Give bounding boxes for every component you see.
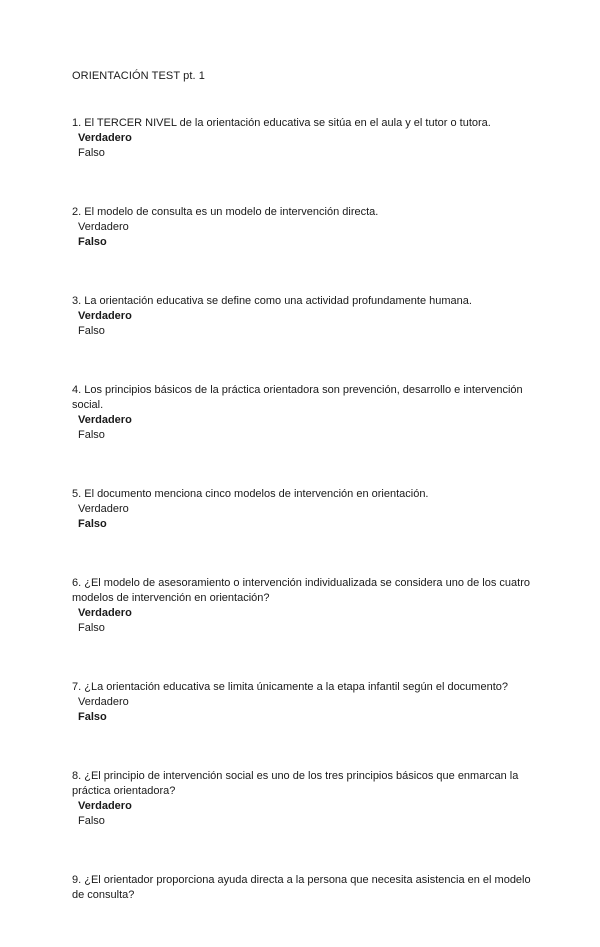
answer-options	[72, 606, 532, 636]
answer-option-verdadero: Verdadero	[78, 414, 132, 426]
question-item	[72, 383, 532, 443]
answer-options	[72, 309, 532, 339]
answer-option-verdadero: Verdadero	[78, 607, 132, 619]
answer-option-falso: Falso	[78, 429, 105, 441]
question-item	[72, 294, 532, 339]
answer-option-falso: Falso	[78, 711, 107, 723]
question-item	[72, 680, 532, 725]
document-title: ORIENTACIÓN TEST pt. 1	[72, 70, 206, 82]
answer-options	[72, 413, 532, 443]
question-item	[72, 873, 532, 903]
question-text: 9. ¿El orientador proporciona ayuda directa a la persona que necesita asistencia en el modelo de consulta?	[72, 874, 531, 901]
answer-option-verdadero: Verdadero	[78, 310, 132, 322]
question-item	[72, 576, 532, 636]
answer-options	[72, 220, 532, 250]
answer-option-falso: Falso	[78, 325, 105, 337]
question-item	[72, 116, 532, 161]
question-text: 4. Los principios básicos de la práctica orientadora son prevención, desarrollo e intervención social.	[72, 384, 523, 411]
question-list	[72, 116, 532, 947]
question-text: 7. ¿La orientación educativa se limita únicamente a la etapa infantil según el documento?	[72, 681, 508, 693]
answer-options	[72, 502, 532, 532]
question-text: 8. ¿El principio de intervención social es uno de los tres principios básicos que enmarcan la práctica orientadora?	[72, 770, 519, 797]
answer-option-falso: Falso	[78, 518, 107, 530]
answer-option-verdadero: Verdadero	[78, 503, 129, 515]
answer-options	[72, 131, 532, 161]
question-item	[72, 205, 532, 250]
question-text: 5. El documento menciona cinco modelos de intervención en orientación.	[72, 488, 429, 500]
answer-option-verdadero: Verdadero	[78, 221, 129, 233]
answer-option-falso: Falso	[78, 622, 105, 634]
answer-option-falso: Falso	[78, 236, 107, 248]
answer-options	[72, 799, 532, 829]
answer-option-verdadero: Verdadero	[78, 696, 129, 708]
question-text: 2. El modelo de consulta es un modelo de intervención directa.	[72, 206, 379, 218]
answer-option-verdadero: Verdadero	[78, 132, 132, 144]
question-text: 6. ¿El modelo de asesoramiento o intervención individualizada se considera uno de los cuatro modelos de intervención en orientación?	[72, 577, 530, 604]
question-item	[72, 769, 532, 829]
answer-option-falso: Falso	[78, 815, 105, 827]
question-text: 3. La orientación educativa se define como una actividad profundamente humana.	[72, 295, 472, 307]
answer-options	[72, 695, 532, 725]
answer-option-falso: Falso	[78, 147, 105, 159]
answer-option-verdadero: Verdadero	[78, 800, 132, 812]
question-item	[72, 487, 532, 532]
question-text: 1. El TERCER NIVEL de la orientación educativa se sitúa en el aula y el tutor o tutora.	[72, 117, 491, 129]
